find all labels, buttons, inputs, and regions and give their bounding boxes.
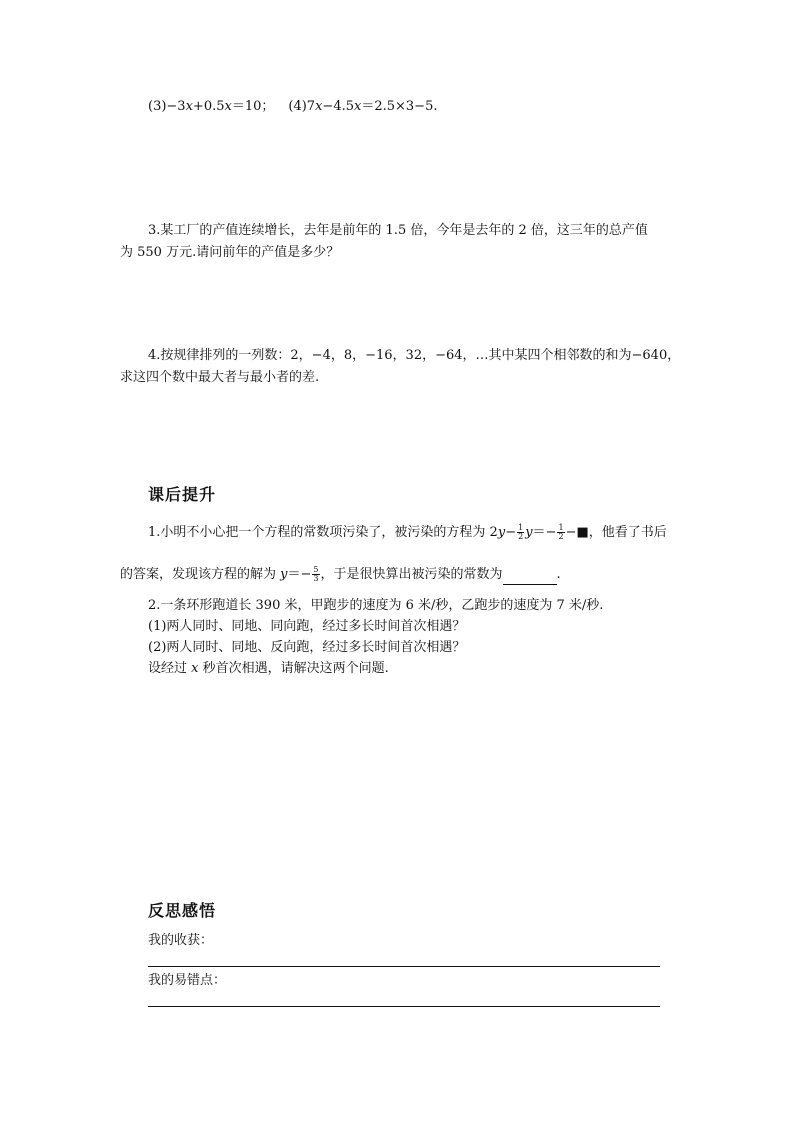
q1-line2-end: . [556, 567, 561, 582]
q1-eq-smudge: −■ [565, 525, 589, 540]
q1-fraction-1-denominator: 2 [518, 532, 524, 541]
mistake-answer-line [148, 1006, 660, 1007]
eq4-mid: −4.5 [322, 99, 354, 114]
gain-answer-line [148, 966, 660, 967]
eq4-prefix: (4)7 [288, 99, 316, 114]
q1-solution-var: y [280, 567, 288, 582]
section-title-after-class: 课后提升 [148, 485, 217, 504]
q1-eq-var-1: y [497, 525, 506, 540]
q1-eq-equals: ＝− [532, 525, 557, 540]
q1-fraction-3-numerator: 5 [313, 565, 319, 574]
after-class-q2-line-4 [148, 659, 389, 679]
eq3-mid: +0.5 [192, 99, 225, 114]
q1-fraction-3-denominator: 3 [313, 574, 319, 583]
q1-solution-equals: ＝− [287, 567, 312, 582]
q1-eq-minus: − [505, 525, 517, 540]
q1-fraction-2-numerator: 1 [558, 523, 564, 532]
q1-text-a: 1.小明不小心把一个方程的常数项污染了，被污染的方程为 [148, 525, 490, 540]
after-class-q1-line-2 [120, 565, 561, 585]
section-title-reflection: 反思感悟 [148, 901, 217, 920]
question-3-line-2: 为 550 万元.请问前年的产值是多少？ [120, 245, 340, 260]
after-class-q2-line-3: (2)两人同时、同地、反向跑，经过多长时间首次相遇？ [148, 640, 466, 655]
q1-text-b: ，他看了书后 [588, 525, 667, 540]
gain-label: 我的收获： [148, 933, 214, 948]
q2-line4-text-b: 秒首次相遇，请解决这两个问题. [198, 661, 389, 676]
q1-fraction-1-numerator: 1 [518, 523, 524, 532]
q1-fraction-2-denominator: 2 [558, 532, 564, 541]
q1-eq-coef: 2 [489, 525, 498, 540]
after-class-q2-line-2: (1)两人同时、同地、同向跑，经过多长时间首次相遇？ [148, 619, 466, 634]
after-class-q1-line-1 [148, 523, 667, 543]
q1-fraction-2 [557, 524, 564, 541]
q2-line4-text-a: 设经过 [148, 661, 192, 676]
question-4-line-2: 求这四个数中最大者与最小者的差. [120, 370, 320, 385]
q1-eq-var-2: y [525, 525, 533, 540]
mistake-label: 我的易错点： [148, 973, 227, 988]
q1-answer-blank [503, 570, 557, 585]
question-4-line-1: 4.按规律排列的一列数：2，−4，8，−16，32，−64，…其中某四个相邻数的和为−640， [148, 348, 681, 363]
eq3-var-2: x [224, 99, 232, 114]
after-class-q2-line-1: 2.一条环形跑道长 390 米，甲跑步的速度为 6 米/秒，乙跑步的速度为 7 米/秒. [148, 598, 604, 613]
eq3-suffix: ＝10； [231, 99, 275, 114]
equations-3-4 [148, 97, 437, 117]
eq3-var-1: x [185, 99, 193, 114]
q2-line4-var: x [191, 661, 199, 676]
q1-line2-text-a: 的答案，发现该方程的解为 [120, 567, 281, 582]
q1-fraction-1 [517, 524, 524, 541]
eq4-var-2: x [354, 99, 362, 114]
eq3-prefix: (3)−3 [148, 99, 186, 114]
eq4-suffix: ＝2.5×3−5. [361, 99, 438, 114]
q1-line2-text-b: ，于是很快算出被污染的常数为 [320, 567, 503, 582]
eq4-var-1: x [315, 99, 323, 114]
question-3-line-1: 3.某工厂的产值连续增长，去年是前年的 1.5 倍，今年是去年的 2 倍，这三年的总产值 [148, 223, 648, 238]
q1-fraction-3 [312, 566, 319, 583]
